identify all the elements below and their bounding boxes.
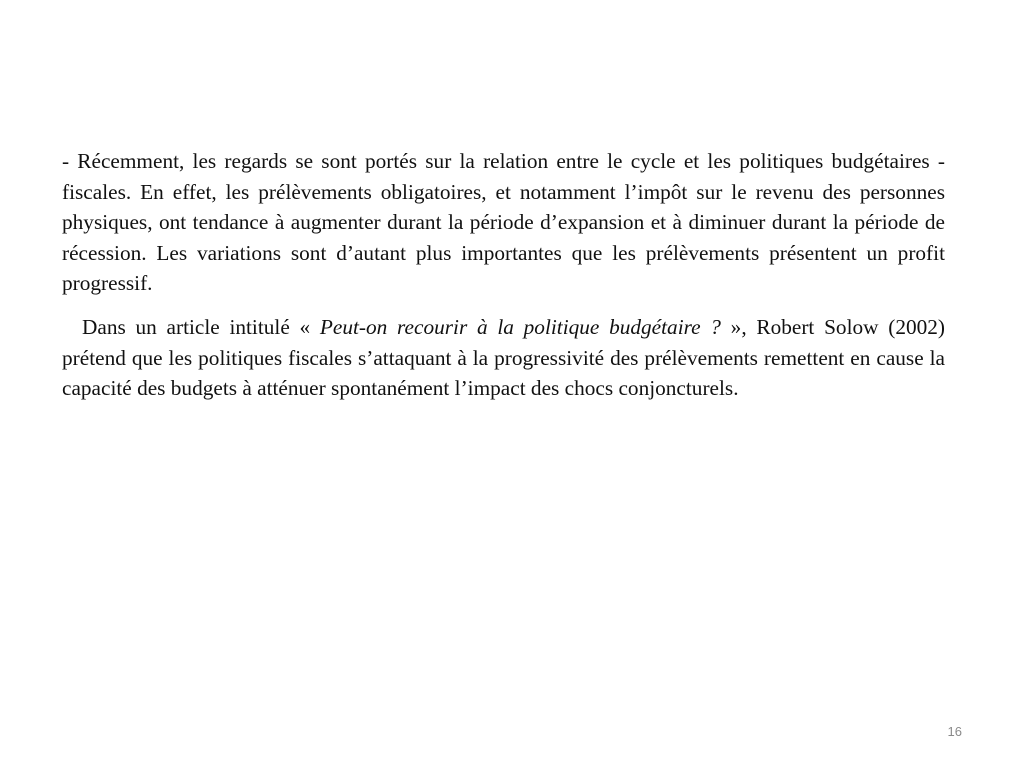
paragraph-cycle-budget	[62, 146, 945, 299]
paragraph-solow-article	[62, 312, 945, 404]
paragraph-2-intro: Dans un article intitulé «	[82, 314, 320, 339]
slide-body	[62, 146, 945, 404]
paragraph-1-text: - Récemment, les regards se sont portés sur la relation entre le cycle et les politiques budgétaires - fiscales. En effet, les prélèvements obligatoires, et notamment l’impôt sur le revenu des personnes physiques, ont tendance à augmenter durant la période d’expansion et à diminuer durant la période de récession. Les variations sont d’autant plus importantes que les prélèvements présentent un profit progressif.	[62, 149, 945, 296]
article-title: Peut-on recourir à la politique budgétaire ?	[319, 314, 721, 339]
paragraph-2-rest: », Robert Solow (2002) prétend que les politiques fiscales s’attaquant à la progressivité des prélèvements remettent en cause la capacité des budgets à atténuer spontanément l’impact des chocs conjoncturels.	[62, 314, 946, 401]
page-number: 16	[947, 724, 962, 739]
